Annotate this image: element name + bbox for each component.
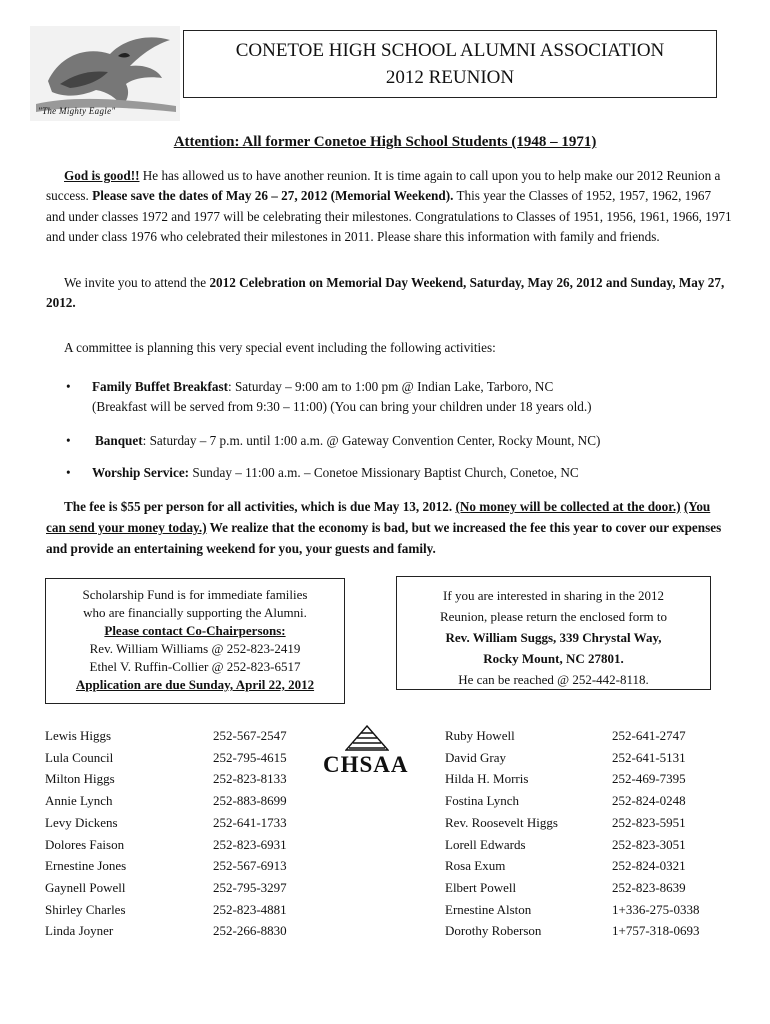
contact-phone: 252-266-8830: [213, 923, 287, 939]
logo-caption: "The Mighty Eagle": [38, 106, 116, 116]
activity-worship: Worship Service: Sunday – 11:00 a.m. – Conetoe Missionary Baptist Church, Conetoe, NC: [92, 465, 579, 480]
bullet-icon: •: [66, 379, 71, 394]
contact-phone: 252-823-8133: [213, 771, 287, 787]
contact-phone: 252-795-4615: [213, 749, 287, 765]
contact-name: Dolores Faison: [45, 836, 125, 852]
contact-name: Dorothy Roberson: [445, 923, 542, 939]
fee-paragraph: The fee is $55 per person for all activities, which is due May 13, 2012. (No money will be collected at the door.) (You can send your money today.) We realize that the economy is bad, but we increased the fee this year to cover our expenses and provide an entertaining weekend for you, your guests and family.: [46, 499, 722, 556]
title-line-2: 2012 REUNION: [385, 67, 515, 88]
contact-name: Elbert Powell: [445, 879, 517, 895]
contact-name: Linda Joyner: [45, 923, 114, 939]
contact-phone: 252-641-5131: [612, 749, 686, 765]
contact-name: David Gray: [445, 749, 507, 765]
contact-phone: 252-641-1733: [213, 814, 287, 830]
contact-phone: 252-823-5951: [612, 814, 686, 830]
invite-paragraph: We invite you to attend the 2012 Celebration on Memorial Day Weekend, Saturday, May 26, 2012 and Sunday, May 27, 2012.: [46, 275, 725, 311]
contact-phone: 252-641-2747: [612, 728, 686, 743]
contact-phone: 252-823-4881: [213, 901, 287, 917]
contact-phone: 1+336-275-0338: [612, 901, 700, 917]
save-dates-text: Please save the dates of May 26 – 27, 2012 (Memorial Weekend).: [92, 188, 454, 204]
contact-name: Shirley Charles: [45, 901, 126, 917]
bullet-icon: •: [66, 433, 71, 448]
contact-phone: 252-823-8639: [612, 879, 686, 895]
contact-phone: 252-824-0321: [612, 858, 686, 874]
application-due-text: Application are due Sunday, April 22, 2012: [75, 677, 315, 692]
bullet-icon: •: [66, 465, 71, 480]
co-chairpersons-heading: Please contact Co-Chairpersons:: [104, 623, 286, 638]
contact-name: Lula Council: [45, 749, 114, 765]
contact-phone: 1+757-318-0693: [612, 923, 700, 939]
contact-phone: 252-469-7395: [612, 771, 686, 787]
attention-heading: Attention: All former Conetoe High School Students (1948 – 1971): [173, 134, 597, 150]
activity-banquet: Banquet: Saturday – 7 p.m. until 1:00 a.m. @ Gateway Convention Center, Rocky Mount, NC): [95, 433, 601, 448]
contact-name: Ernestine Jones: [45, 858, 127, 874]
contact-name: Rosa Exum: [445, 858, 506, 874]
chsaa-text: CHSAA: [323, 752, 409, 777]
contact-name: Fostina Lynch: [445, 793, 520, 809]
contact-name: Rev. Roosevelt Higgs: [445, 814, 558, 830]
contact-phone: 252-567-6913: [213, 858, 287, 874]
contact-phone: 252-823-6931: [213, 836, 287, 852]
contact-phone: 252-824-0248: [612, 793, 686, 809]
committee-text: A committee is planning this very special event including the following activities:: [64, 340, 496, 355]
contact-name: Lorell Edwards: [445, 836, 526, 852]
contact-name: Gaynell Powell: [45, 879, 126, 895]
contact-phone: 252-567-2547: [213, 728, 287, 743]
contact-name: Levy Dickens: [45, 814, 118, 830]
contact-name: Milton Higgs: [45, 771, 115, 787]
contact-phone: 252-883-8699: [213, 793, 287, 809]
title-line-1: CONETOE HIGH SCHOOL ALUMNI ASSOCIATION: [235, 40, 665, 61]
contact-name: Hilda H. Morris: [445, 771, 529, 787]
contact-name: Annie Lynch: [45, 793, 113, 809]
contact-name: Ruby Howell: [445, 728, 515, 743]
activity-breakfast: Family Buffet Breakfast: Saturday – 9:00 am to 1:00 pm @ Indian Lake, Tarboro, NC (Breakfast will be served from 9:30 – 11:00) (You can bring your children under 18 years old.): [92, 379, 592, 415]
scholarship-box: Scholarship Fund is for immediate families who are financially supporting the Alumni. Please contact Co-Chairpersons: Rev. William Williams @ 252-823-2419 Ethel V. Ruffin-Collier @ 252-823-6517 Application are due Sunday, April 22, 2012: [45, 578, 345, 704]
page-title: [183, 30, 717, 98]
chsaa-logo-icon: [345, 725, 389, 751]
contact-phone: 252-795-3297: [213, 879, 287, 895]
intro-paragraph: God is good!! He has allowed us to have another reunion. It is time again to call upon you to help make our 2012 Reunion a success. Please save the dates of May 26 – 27, 2012 (Memorial Weekend). This year the Classes of 1952, 1957, 1962, 1967 and under classes 1972 and 1977 will be celebrating their milestones. Congratulations to Classes of 1951, 1956, 1961, 1966, 1971 and under class 1976 who celebrated their milestones in 2011. Please share this information with family and friends.: [46, 168, 732, 245]
contact-name: Ernestine Alston: [445, 901, 532, 917]
contact-phone: 252-823-3051: [612, 836, 686, 852]
sharing-box: If you are interested in sharing in the 2012 Reunion, please return the enclosed form to Rev. William Suggs, 339 Chrystal Way, Rocky Mount, NC 27801. He can be reached @ 252-442-8118.: [396, 576, 711, 690]
god-is-good-text: God is good!!: [64, 168, 140, 183]
contact-name: Lewis Higgs: [45, 728, 112, 743]
